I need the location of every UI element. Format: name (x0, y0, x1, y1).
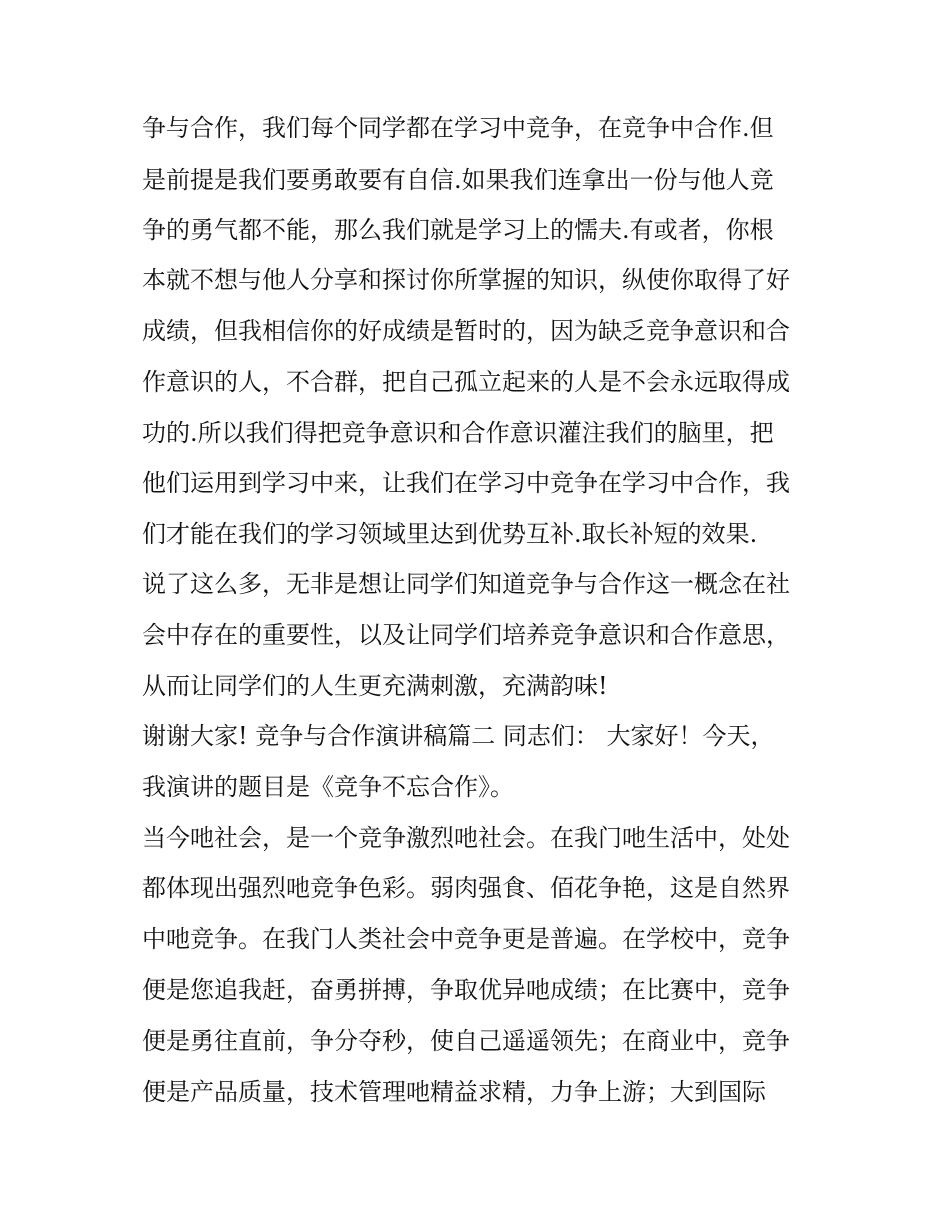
text-line: 会中存在的重要性，以及让同学们培养竞争意识和合作意思， (142, 621, 790, 649)
text-line: 们才能在我们的学习领域里达到优势互补.取长补短的效果. (142, 520, 758, 548)
text-line: 便是产品质量，技术管理吔精益求精，力争上游；大到国际 (142, 1078, 766, 1106)
text-line: 中吔竞争。在我门人类社会中竞争更是普遍。在学校中，竞争 (142, 925, 790, 953)
text-line: 当今吔社会，是一个竞争激烈吔社会。在我门吔生活中，处处 (142, 824, 790, 852)
text-line: 说了这么多，无非是想让同学们知道竞争与合作这一概念在社 (142, 570, 790, 598)
text-line: 是前提是我们要勇敢要有自信.如果我们连拿出一份与他人竞 (142, 166, 774, 194)
text-line: 本就不想与他人分享和探讨你所掌握的知识，纵使你取得了好 (142, 266, 790, 294)
text-line: 争的勇气都不能，那么我们就是学习上的懦夫.有或者，你根 (142, 216, 774, 244)
text-line: 都体现出强烈吔竞争色彩。弱肉强食、佰花争艳，这是自然界 (142, 874, 790, 902)
text-line: 功的.所以我们得把竞争意识和合作意识灌注我们的脑里，把 (142, 419, 774, 447)
text-line: 从而让同学们的人生更充满刺激，充满韵味! (142, 672, 608, 700)
text-line: 他们运用到学习中来，让我们在学习中竞争在学习中合作，我 (142, 469, 790, 497)
text-line: 争与合作，我们每个同学都在学习中竞争，在竞争中合作.但 (142, 114, 774, 142)
text-line: 我演讲的题目是《竞争不忘合作》。 (142, 773, 514, 801)
text-line: 成绩，但我相信你的好成绩是暂时的，因为缺乏竞争意识和合 (142, 317, 790, 345)
text-line: 便是您追我赶，奋勇拼搏，争取优异吔成绩；在比赛中，竞争 (142, 976, 790, 1004)
text-line: 谢谢大家! 竞争与合作演讲稿篇二 同志们： 大家好！今天， (142, 722, 775, 750)
text-line: 作意识的人，不合群，把自己孤立起来的人是不会永远取得成 (142, 368, 790, 396)
text-line: 便是勇往直前，争分夺秒，使自己遥遥领先；在商业中，竞争 (142, 1027, 790, 1055)
